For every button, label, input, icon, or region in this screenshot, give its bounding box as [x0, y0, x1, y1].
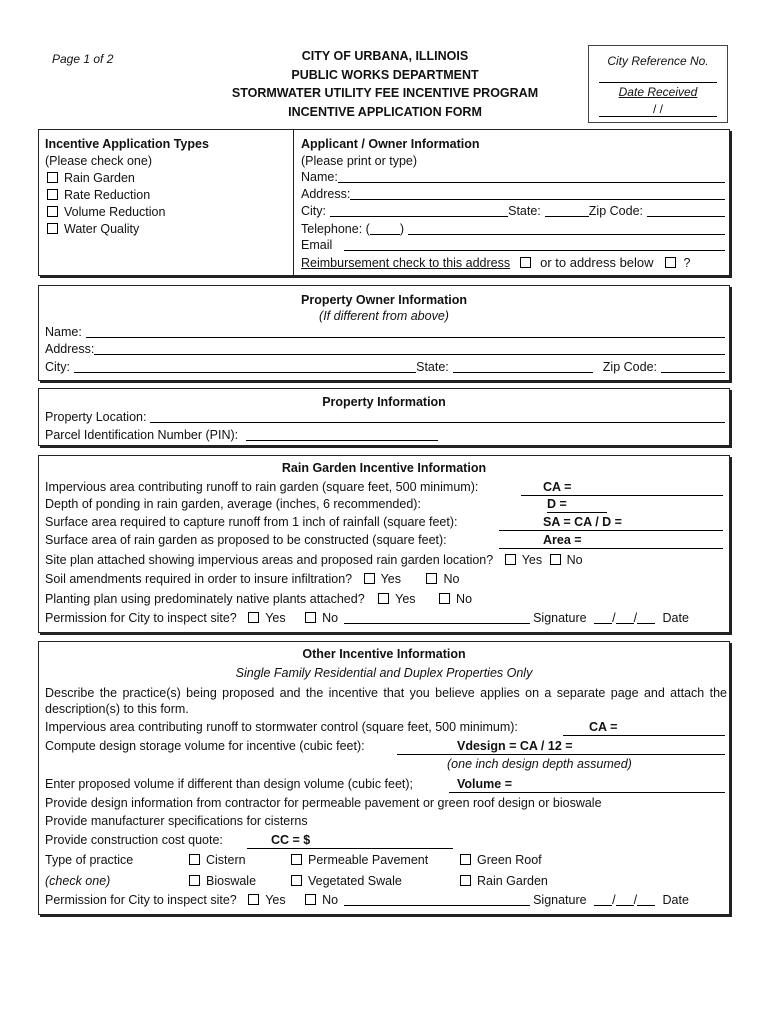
manufacturer-spec-instruction: Provide manufacturer specifications for cisterns: [45, 814, 308, 828]
site-plan-no-checkbox[interactable]: [550, 554, 561, 565]
rain-permission-yes-checkbox[interactable]: [248, 612, 259, 623]
design-info-instruction: Provide design information from contractor for permeable pavement or green roof design or bioswale: [45, 796, 602, 810]
title-line: PUBLIC WORKS DEPARTMENT: [291, 67, 479, 82]
date-received-label: Date Received: [618, 85, 698, 99]
other-date-month[interactable]: [594, 893, 612, 906]
proposed-volume-label: Enter proposed volume if different than design volume (cubic feet);: [45, 777, 414, 791]
checkbox[interactable]: [291, 875, 302, 886]
checkbox[interactable]: [460, 854, 471, 865]
practice-bioswale[interactable]: Bioswale: [189, 873, 256, 889]
type-option-rain-garden[interactable]: Rain Garden: [47, 170, 135, 186]
owner-state-label: State:: [416, 360, 449, 374]
practice-vegetated-swale[interactable]: Vegetated Swale: [291, 873, 402, 889]
applicant-address-field[interactable]: [350, 187, 725, 200]
check-one-label: (check one): [45, 874, 111, 888]
applicant-address-row: [301, 186, 725, 202]
types-subtitle: (Please check one): [45, 154, 153, 168]
owner-name-field[interactable]: [86, 325, 725, 338]
rain-permission-row: Permission for City to inspect site? Yes No Signature / / Date: [45, 611, 689, 625]
section-divider: [293, 130, 294, 275]
rain-sa-label: Surface area required to capture runoff from 1 inch of rainfall (square feet):: [45, 515, 458, 529]
reimburse-this-address-checkbox[interactable]: [520, 257, 531, 268]
owner-name-label: Name:: [45, 325, 82, 339]
site-plan-row: Site plan attached showing impervious areas and proposed rain garden location? Yes No: [45, 553, 583, 567]
cost-quote-label: Provide construction cost quote:: [45, 833, 223, 847]
property-title: Property Information: [322, 395, 446, 409]
applicant-city-field[interactable]: [330, 204, 508, 217]
applicant-name-row: [301, 169, 725, 185]
practice-rain-garden[interactable]: Rain Garden: [460, 873, 548, 889]
property-section: [38, 388, 730, 446]
rain-impervious-label: Impervious area contributing runoff to rain garden (square feet, 500 minimum):: [45, 480, 479, 494]
question-mark: ?: [683, 256, 691, 270]
applicant-telephone-row: [301, 221, 725, 237]
applicant-zip-field[interactable]: [647, 204, 725, 217]
rain-depth-label: Depth of ponding in rain garden, average (inches, 6 recommended):: [45, 497, 421, 511]
practice-permeable-pavement[interactable]: Permeable Pavement: [291, 852, 428, 868]
owner-zip-label: Zip Code:: [602, 360, 657, 374]
other-ca-field[interactable]: CA =: [563, 719, 725, 736]
telephone-label: Telephone: (: [301, 222, 370, 236]
checkbox[interactable]: [189, 854, 200, 865]
owner-city-row: [45, 359, 725, 375]
applicant-title: Applicant / Owner Information: [301, 137, 480, 151]
property-owner-section: [38, 285, 730, 381]
owner-title: Property Owner Information: [301, 293, 467, 307]
owner-city-field[interactable]: [74, 360, 416, 373]
checkbox[interactable]: [47, 172, 58, 183]
applicant-name-field[interactable]: [338, 170, 725, 183]
applicant-email-row: [301, 237, 725, 253]
other-impervious-label: Impervious area contributing runoff to stormwater control (square feet, 500 minimum):: [45, 720, 518, 734]
title-line: INCENTIVE APPLICATION FORM: [288, 104, 482, 119]
checkbox[interactable]: [460, 875, 471, 886]
rain-date-month[interactable]: [594, 611, 612, 624]
city-reference-label: City Reference No.: [607, 54, 709, 68]
owner-address-field[interactable]: [94, 342, 725, 355]
email-label: Email: [301, 238, 333, 252]
checkbox[interactable]: [291, 854, 302, 865]
rain-date-year[interactable]: [637, 611, 655, 624]
other-incentive-section: [38, 641, 730, 915]
vdesign-field[interactable]: Vdesign = CA / 12 =: [397, 738, 725, 755]
rain-area-label: Surface area of rain garden as proposed to be constructed (square feet):: [45, 533, 447, 547]
date-received-field[interactable]: / /: [599, 102, 717, 117]
owner-address-row: [45, 341, 725, 357]
practice-cistern[interactable]: Cistern: [189, 852, 246, 868]
site-plan-yes-checkbox[interactable]: [505, 554, 516, 565]
soil-row: Soil amendments required in order to insure infiltration? Yes No: [45, 572, 460, 586]
cost-quote-field[interactable]: CC = $: [247, 832, 453, 849]
rain-date-label: Date: [662, 611, 689, 625]
pin-field[interactable]: [246, 428, 438, 441]
planting-row: Planting plan using predominately native plants attached? Yes No: [45, 592, 473, 606]
other-signature-field[interactable]: [344, 893, 530, 906]
applicant-state-label: State:: [508, 204, 541, 218]
other-subtitle: Single Family Residential and Duplex Properties Only: [235, 666, 533, 680]
soil-yes-checkbox[interactable]: [364, 573, 375, 584]
telephone-close: ): [399, 222, 404, 236]
types-title: Incentive Application Types: [45, 137, 209, 151]
rain-signature-label: Signature: [533, 611, 587, 625]
checkbox[interactable]: [189, 875, 200, 886]
type-option-water-quality[interactable]: Water Quality: [47, 221, 139, 237]
other-date-label: Date: [662, 893, 689, 907]
soil-no-checkbox[interactable]: [426, 573, 437, 584]
applicant-section: [38, 129, 730, 276]
applicant-subtitle: (Please print or type): [301, 154, 418, 168]
other-date-year[interactable]: [637, 893, 655, 906]
title-line: STORMWATER UTILITY FEE INCENTIVE PROGRAM: [231, 86, 539, 100]
pin-row: [45, 427, 438, 443]
email-field[interactable]: [344, 238, 725, 251]
rain-permission-no-checkbox[interactable]: [305, 612, 316, 623]
practice-green-roof[interactable]: Green Roof: [460, 852, 542, 868]
other-permission-row: Permission for City to inspect site? Yes No Signature / / Date: [45, 893, 689, 907]
applicant-city-label: City:: [301, 204, 326, 218]
applicant-city-row: [301, 203, 725, 219]
checkbox[interactable]: [47, 223, 58, 234]
reimburse-below-checkbox[interactable]: [665, 257, 676, 268]
other-permission-no-checkbox[interactable]: [305, 894, 316, 905]
proposed-volume-field[interactable]: Volume =: [449, 776, 725, 793]
property-location-label: Property Location:: [45, 410, 147, 424]
type-option-rate-reduction[interactable]: Rate Reduction: [47, 187, 150, 203]
telephone-field[interactable]: [408, 222, 725, 235]
form-title: [200, 47, 570, 121]
other-date-day[interactable]: [616, 893, 634, 906]
city-reference-field[interactable]: [599, 82, 717, 83]
applicant-state-field[interactable]: [545, 204, 589, 217]
rain-date-day[interactable]: [616, 611, 634, 624]
type-option-volume-reduction[interactable]: Volume Reduction: [47, 204, 165, 220]
owner-name-row: [45, 324, 725, 340]
owner-city-label: City:: [45, 360, 70, 374]
title-line: CITY OF URBANA, ILLINOIS: [301, 49, 469, 63]
rain-area-field[interactable]: Area =: [499, 532, 723, 549]
rain-signature-field[interactable]: [344, 611, 530, 624]
owner-address-label: Address:: [45, 342, 95, 356]
rain-ca-field[interactable]: CA =: [521, 479, 723, 496]
property-location-row: [45, 409, 725, 425]
planting-yes-checkbox[interactable]: [378, 593, 389, 604]
owner-state-field[interactable]: [453, 360, 593, 373]
property-location-field[interactable]: [150, 410, 725, 423]
city-reference-box: [588, 45, 728, 123]
applicant-name-label: Name:: [301, 170, 338, 184]
owner-subtitle: (If different from above): [319, 309, 449, 323]
other-volume-label: Compute design storage volume for incentive (cubic feet):: [45, 739, 365, 753]
applicant-address-label: Address:: [301, 187, 351, 201]
checkbox[interactable]: [47, 206, 58, 217]
area-code-field[interactable]: [370, 222, 400, 235]
checkbox[interactable]: [47, 189, 58, 200]
pin-label: Parcel Identification Number (PIN):: [45, 428, 239, 442]
other-signature-label: Signature: [533, 893, 587, 907]
rain-sa-field[interactable]: SA = CA / D =: [499, 514, 723, 531]
other-permission-yes-checkbox[interactable]: [248, 894, 259, 905]
rain-d-field[interactable]: D =: [547, 496, 607, 513]
practice-type-label: Type of practice: [45, 853, 134, 867]
describe-instruction: Describe the practice(s) being proposed and the incentive that you believe applies on a separate page and attach the description(s) to this form.: [45, 686, 727, 716]
planting-no-checkbox[interactable]: [439, 593, 450, 604]
rain-title: Rain Garden Incentive Information: [281, 461, 487, 475]
or-address-below-label: or to address below: [540, 255, 654, 270]
other-title: Other Incentive Information: [302, 647, 466, 661]
reimbursement-row: [301, 255, 690, 271]
owner-zip-field[interactable]: [661, 360, 725, 373]
reimbursement-label: Reimbursement check to this address: [301, 256, 511, 270]
page-number: Page 1 of 2: [52, 52, 114, 66]
design-depth-note: (one inch design depth assumed): [447, 757, 632, 771]
rain-garden-section: [38, 455, 730, 633]
applicant-zip-label: Zip Code:: [588, 204, 643, 218]
